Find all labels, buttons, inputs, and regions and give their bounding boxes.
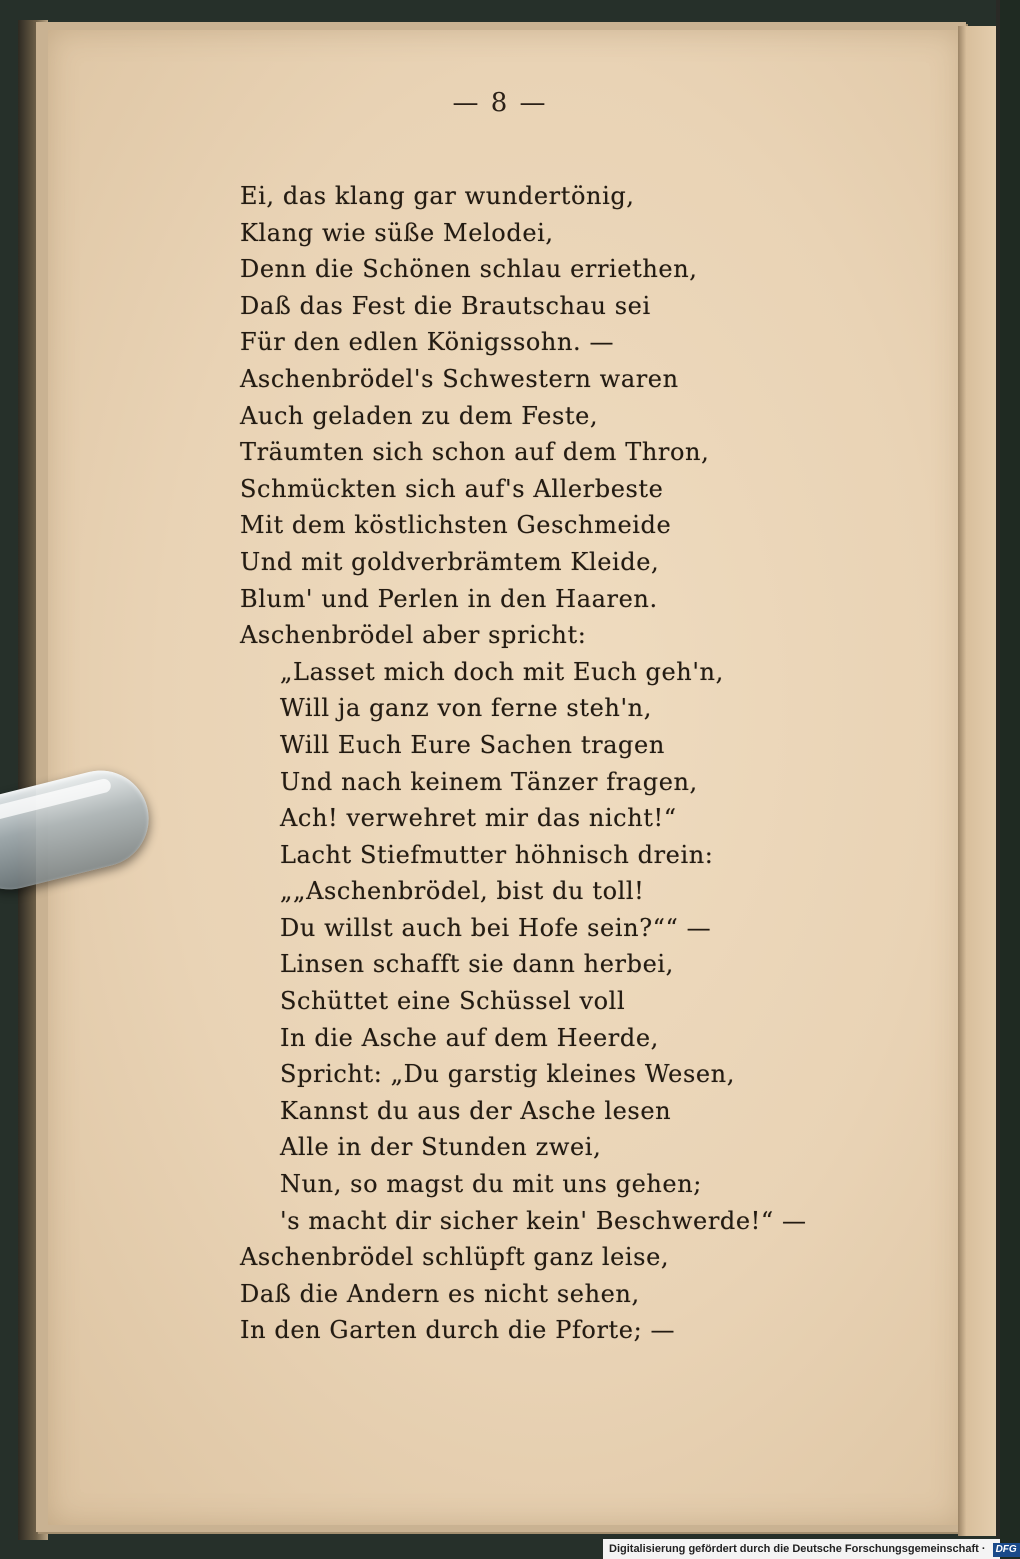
poem-line: Daß das Fest die Brautschau sei — [240, 291, 651, 320]
poem-line: Klang wie süße Melodei, — [240, 218, 554, 247]
poem-line: Träumten sich schon auf dem Thron, — [240, 438, 710, 467]
poem-line: Alle in der Stunden zwei, — [280, 1133, 602, 1162]
poem-line: Denn die Schönen schlau erriethen, — [240, 255, 698, 284]
credit-text: Digitalisierung gefördert durch die Deutsche Forschungsgemeinschaft · — [609, 1543, 986, 1555]
poem-line: „„Aschenbrödel, bist du toll! — [280, 877, 645, 906]
poem-line: Und mit goldverbrämtem Kleide, — [240, 547, 660, 576]
poem-line: Du willst auch bei Hofe sein?““ — — [280, 913, 712, 942]
poem-line: Will Euch Eure Sachen tragen — [280, 730, 665, 759]
poem-line: Lacht Stiefmutter höhnisch drein: — [280, 840, 714, 869]
poem-line: Schmückten sich auf's Allerbeste — [240, 474, 664, 503]
glass-highlight — [0, 777, 112, 822]
scan-border — [996, 0, 1000, 1559]
page-number: — 8 — — [452, 88, 548, 118]
poem-line: Für den edlen Königssohn. — — [240, 328, 615, 357]
poem-line: Aschenbrödel aber spricht: — [240, 621, 587, 650]
poem-line: Nun, so magst du mit uns gehen; — [280, 1170, 702, 1199]
poem-line: Daß die Andern es nicht sehen, — [240, 1279, 640, 1308]
poem-line: Mit dem köstlichsten Geschmeide — [240, 511, 672, 540]
poem-line: Auch geladen zu dem Feste, — [240, 401, 599, 430]
poem-line: Aschenbrödel schlüpft ganz leise, — [240, 1243, 670, 1272]
poem-line: Blum' und Perlen in den Haaren. — [240, 584, 658, 613]
poem-line: Kannst du aus der Asche lesen — [280, 1096, 672, 1125]
poem-line: In die Asche auf dem Heerde, — [280, 1023, 659, 1052]
poem-line: Ei, das klang gar wundertönig, — [240, 182, 635, 210]
poem-line: Spricht: „Du garstig kleines Wesen, — [280, 1060, 735, 1089]
poem-line: In den Garten durch die Pforte; — — [240, 1316, 676, 1345]
poem-line: „Lasset mich doch mit Euch geh'n, — [280, 657, 724, 686]
poem-line: Aschenbrödel's Schwestern waren — [240, 364, 679, 393]
poem-line: Linsen schafft sie dann herbei, — [280, 950, 674, 979]
dfg-logo: DFG — [993, 1543, 1020, 1557]
digitization-credit — [603, 1539, 1017, 1559]
poem-line: Ach! verwehret mir das nicht!“ — [280, 804, 677, 833]
poem-line: Schüttet eine Schüssel voll — [280, 987, 626, 1016]
facing-page-edge — [958, 26, 1000, 1536]
poem-line: Will ja ganz von ferne steh'n, — [280, 694, 652, 723]
poem-text — [240, 178, 807, 1349]
poem-line: 's macht dir sicher kein' Beschwerde!“ — — [280, 1206, 807, 1235]
poem-line: Und nach keinem Tänzer fragen, — [280, 767, 698, 796]
